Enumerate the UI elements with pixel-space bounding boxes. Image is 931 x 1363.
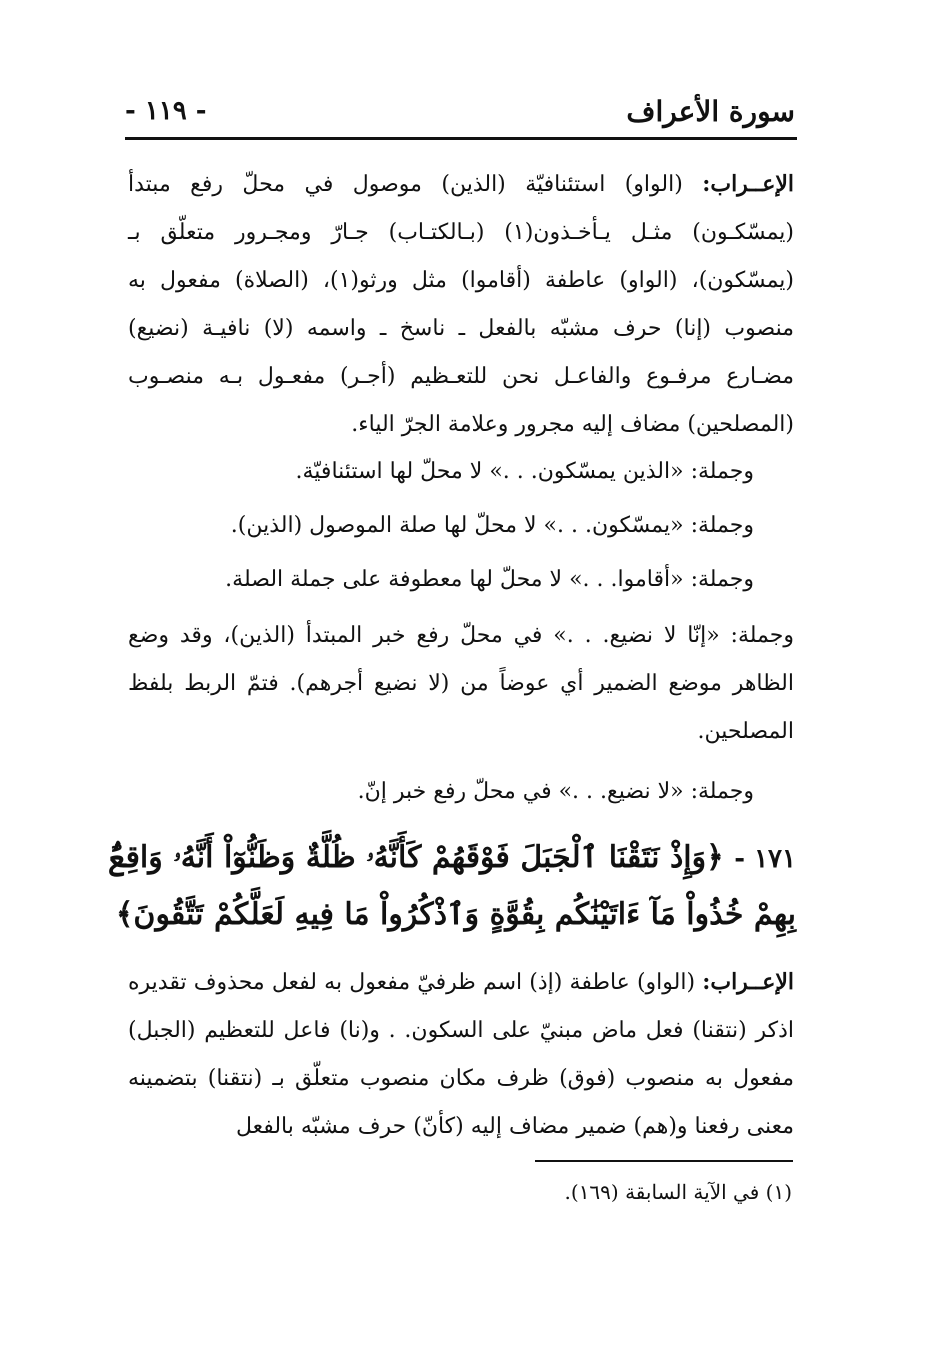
- verse-text: ﴿وَإِذْ نَتَقْنَا ٱلْجَبَلَ فَوْقَهُمْ كَأَنَّهُۥ ظُلَّةٌ وَظَنُّوٓاْ أَنَّهُۥ وَاقِعٌۢ بِهِمْ خُذُواْ مَآ ءَاتَيْنَٰكُم بِقُوَّةٍ وَٱذْكُرُواْ مَا فِيهِ لَعَلَّكُمْ تَتَّقُونَ﴾: [108, 840, 796, 932]
- irab-label-2: الإعــراب:: [702, 969, 794, 995]
- irab-label: الإعــراب:: [702, 171, 794, 197]
- sentence-paragraph: وجملة: «إنّا لا نضيع. . .» في محلّ رفع خبر المبتدأ (الذين)، وقد وضع الظاهر موضع الضمير أي عوضاً من (لا نضيع أجرهم). فتمّ الربط بلفظ المصلحين.: [128, 623, 794, 744]
- footnote-divider: [535, 1160, 793, 1162]
- page-number: - ١١٩ -: [125, 96, 207, 126]
- quran-verse: [108, 830, 796, 943]
- sentence-line-2: وجملة: «يمسّكون. . .» لا محلّ لها صلة الموصول (الذين).: [230, 513, 754, 538]
- irab-text-2: (الواو) عاطفة (إذ) اسم ظرفيّ مفعول به لفعل محذوف تقديره اذكر (نتقنا) فعل ماض مبنيّ على السكون. . و(نا) فاعل للتعظيم (الجبل) مفعول به منصوب (فوق) ظرف مكان منصوب متعلّق بـ (نتقنا) بتضمينه معنى رفعنا و(هم) ضمير مضاف إليه (كأنّ) حرف مشبّه بالفعل: [128, 970, 794, 1139]
- irab-paragraph-2: [128, 958, 794, 1151]
- irab-paragraph-1: [128, 160, 794, 449]
- sentence-line-1: وجملة: «الذين يمسّكون. . .» لا محلّ لها استئنافيّة.: [295, 459, 754, 484]
- surah-title: سورة الأعراف: [626, 94, 795, 128]
- footnote: (١) في الآية السابقة (١٦٩).: [564, 1180, 792, 1204]
- page-header: [125, 88, 795, 134]
- sentence-line-4: وجملة: «لا نضيع. . .» في محلّ رفع خبر إنّ.: [357, 779, 754, 804]
- irab-text: (الواو) استئنافيّة (الذين) موصول في محلّ رفع مبتدأ (يمسّكـون) مثـل يـأخـذون(١) (بـالكتـاب) جـارّ ومجـرور متعلّق بـ (يمسّكون)، (الواو) عاطفة (أقاموا) مثل ورثو(١)، (الصلاة) مفعول به منصوب (إنا) حرف مشبّه بالفعل ـ ناسخ ـ واسمه (لا) نافيـة (نضيع) مضـارع مرفـوع والفاعـل نحن للتعـظيم (أجـر) مفعـول بـه منصـوب (المصلحين) مضاف إليه مجرور وعلامة الجرّ الياء.: [128, 172, 794, 437]
- header-divider: [125, 137, 797, 140]
- verse-number: ١٧١ -: [734, 844, 796, 874]
- sentence-line-3: وجملة: «أقاموا. . .» لا محلّ لها معطوفة على جملة الصلة.: [225, 567, 754, 592]
